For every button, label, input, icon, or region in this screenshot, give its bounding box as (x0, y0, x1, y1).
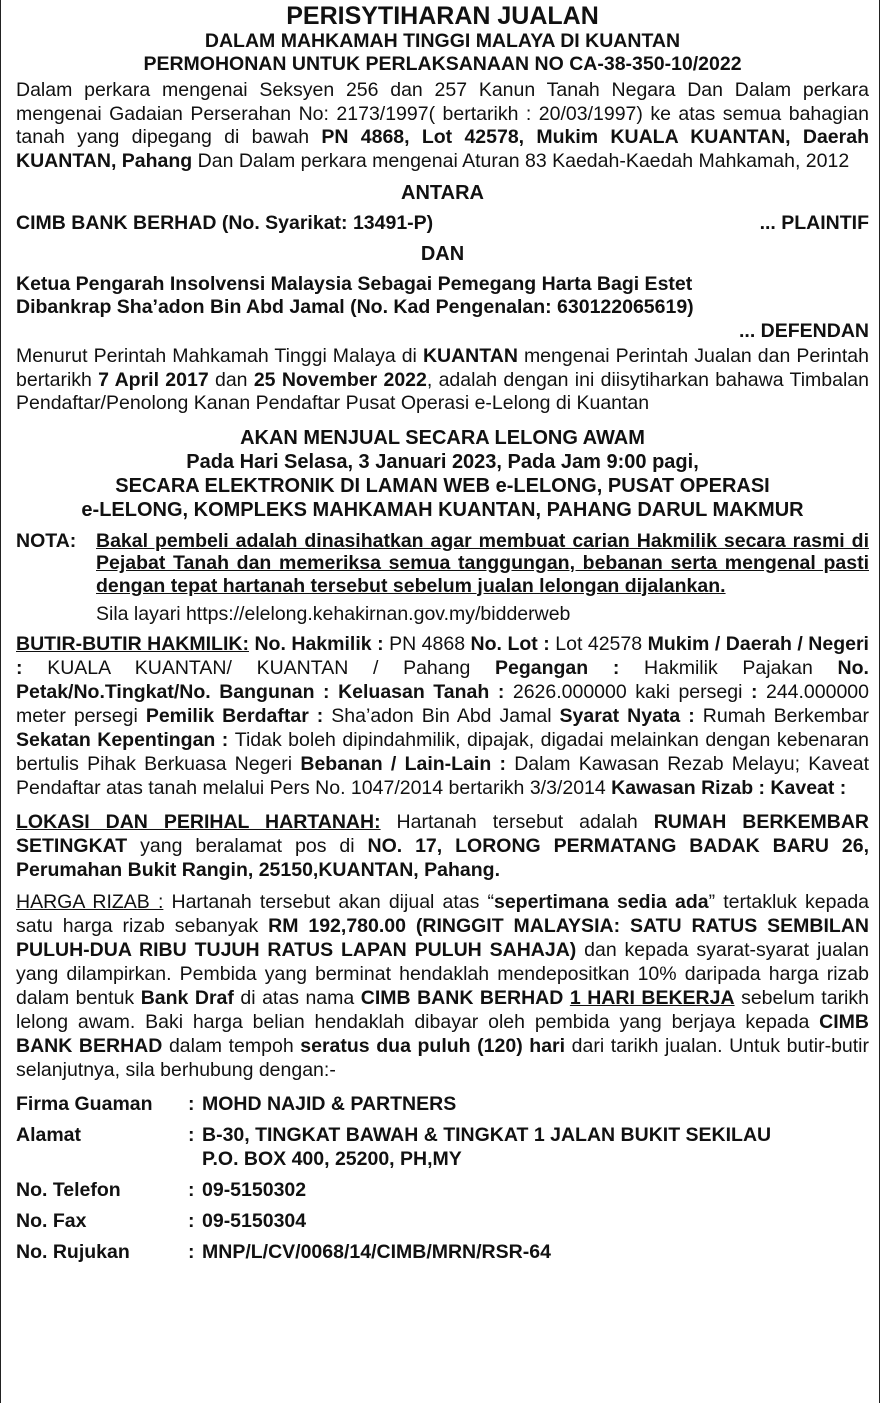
reference-row (16, 1240, 869, 1264)
firm-label: Firma Guaman (16, 1092, 153, 1115)
order-court: KUANTAN (422, 345, 518, 367)
reserve-price-paragraph (16, 890, 869, 1082)
defendant-name-2: Dibankrap Sha’adon Bin Abd Jamal (No. Kad Pengenalan: 630122065619) (16, 296, 694, 318)
address-colon: : (188, 1123, 195, 1146)
title-no-value: PN 4868 (389, 632, 471, 655)
reserve-text-3: dan kepada syarat-syarat jualan yang dilampirkan. Pembida yang berminat hendaklah mendepositkan 10% daripada harga rizab dalam bentuk (16, 938, 869, 1009)
bank-draft-term: Bank Draf (140, 986, 234, 1009)
order-text-2: mengenai Perintah Jualan dan Perintah bertarikh (16, 345, 869, 391)
lot-value: Lot 42578 (555, 632, 648, 655)
title-details-heading: BUTIR-BUTIR HAKMILIK: (16, 632, 249, 655)
one-working-day: 1 HARI BEKERJA (569, 986, 735, 1009)
mukim-label: Mukim / Daerah / Negeri : (16, 632, 869, 679)
bank-name-2: CIMB BANK BERHAD (16, 1010, 869, 1057)
address-line-2: P.O. BOX 400, 25200, PH,MY (202, 1147, 462, 1170)
order-text-3: dan (208, 368, 254, 391)
location-paragraph (16, 810, 869, 882)
auction-line-4: e-LELONG, KOMPLEKS MAHKAMAH KUANTAN, PAHANG DARUL MAKMUR (81, 498, 804, 521)
title-details-paragraph (16, 632, 869, 800)
area-colon: : (750, 680, 766, 703)
owner-value: Sha’adon Bin Abd Jamal (331, 704, 560, 727)
order-date-2: 25 November 2022 (253, 368, 427, 391)
reserve-text-8: dari tarikh jualan. Untuk butir-butir selanjutnya, sila berhubung dengan:- (16, 1034, 869, 1081)
encumbrance-label: Bebanan / Lain-Lain : (300, 752, 515, 775)
firm-colon: : (188, 1092, 195, 1115)
location-text-2: yang beralamat pos di (127, 834, 368, 857)
payment-period: seratus dua puluh (120) hari (300, 1034, 566, 1057)
phone-row (16, 1178, 869, 1202)
as-is-condition: sepertimana sedia ada (493, 890, 709, 913)
matter-text-1: Dalam perkara mengenai Seksyen 256 dan 257 Kanun Tanah Negara Dan Dalam perkara mengenai Gadaian Perserahan No: 2173/1997( bertarikh : 20/03/1997) ke atas semua bahagian tanah yang dipegang di bawah (16, 79, 869, 148)
fax-row (16, 1209, 869, 1233)
matter-paragraph (16, 79, 869, 173)
tenure-label: Pegangan : (495, 656, 645, 679)
matter-property: PN 4868, Lot 42578, Mukim KUALA KUANTAN, Daerah KUANTAN, Pahang (16, 126, 869, 172)
phone-value: 09-5150302 (202, 1178, 307, 1201)
reserve-price-heading: HARGA RIZAB : (16, 890, 164, 913)
firm-value: MOHD NAJID & PARTNERS (202, 1092, 457, 1115)
phone-colon: : (188, 1178, 195, 1201)
restriction-label: Sekatan Kepentingan : (16, 728, 235, 751)
address-row (16, 1123, 869, 1171)
reference-value: MNP/L/CV/0068/14/CIMB/MRN/RSR-64 (202, 1240, 551, 1263)
property-type: RUMAH BERKEMBAR SETINGKAT (16, 810, 869, 857)
nota-text: Bakal pembeli adalah dinasihatkan agar membuat carian Hakmilik secara rasmi di Pejabat Tanah dan memeriksa semua tanggungan, bebanan serta mengenal pasti dengan tepat hartanah tersebut sebelum jualan lelongan dijalankan. (96, 529, 869, 597)
auction-line-1: AKAN MENJUAL SECARA LELONG AWAM (240, 426, 645, 449)
reserve-text-2: ” tertakluk kepada satu harga rizab sebanyak (16, 890, 870, 937)
reserve-text-7: dalam tempoh (162, 1034, 301, 1057)
lot-label: No. Lot : (470, 632, 556, 655)
order-paragraph (16, 345, 869, 416)
mukim-value: KUALA KUANTAN/ KUANTAN / Pahang (47, 656, 495, 679)
bank-name-1: CIMB BANK BERHAD (360, 986, 564, 1009)
location-heading: LOKASI DAN PERIHAL HARTANAH: (16, 810, 381, 833)
defendant-name-1: Ketua Pengarah Insolvensi Malaysia Sebagai Pemegang Harta Bagi Estet (16, 273, 693, 295)
nota-body (96, 530, 869, 626)
order-text-4: , adalah dengan ini diisytiharkan bahawa Timbalan Pendaftar/Penolong Kanan Pendaftar Pusat Operasi e-Lelong di Kuantan (16, 368, 869, 414)
notice-title: PERISYTIHARAN JUALAN (286, 2, 599, 30)
fax-label: No. Fax (16, 1209, 87, 1232)
reserve-text-4: di atas nama (233, 986, 361, 1009)
reference-colon: : (188, 1240, 195, 1263)
between-heading: ANTARA (401, 182, 484, 204)
and-heading: DAN (420, 243, 465, 265)
contact-block (16, 1092, 869, 1264)
address-line-1: B-30, TINGKAT BAWAH & TINGKAT 1 JALAN BUKIT SEKILAU (202, 1123, 772, 1146)
plaintiff-role: ... PLAINTIF (759, 212, 869, 234)
nota-block (16, 530, 869, 626)
bidder-web-link[interactable]: Sila layari https://elelong.kehakirnan.gov.my/bidderweb (96, 603, 571, 625)
order-date-1: 7 April 2017 (98, 368, 209, 391)
order-text-1: Menurut Perintah Mahkamah Tinggi Malaya di (16, 345, 423, 367)
reserve-text-6: sebelum tarikh lelong awam. Baki harga belian hendaklah dibayar oleh pembida yang berjaya kepada (16, 986, 869, 1033)
phone-label: No. Telefon (16, 1178, 121, 1201)
reference-label: No. Rujukan (16, 1240, 130, 1263)
area-sqm-value: 244.000000 meter persegi (16, 680, 869, 727)
application-number: PERMOHONAN UNTUK PERLAKSANAAN NO CA-38-350-10/2022 (143, 53, 742, 75)
area-label: No. Petak/No.Tingkat/No. Bangunan : Keluasan Tanah : (16, 656, 869, 703)
address-value (202, 1123, 869, 1171)
location-text-1: Hartanah tersebut adalah (380, 810, 654, 833)
matter-text-2: Dan Dalam perkara mengenai Aturan 83 Kaedah-Kaedah Mahkamah, 2012 (192, 149, 850, 172)
property-address: NO. 17, LORONG PERMATANG BADAK BARU 26, Perumahan Bukit Rangin, 25150,KUANTAN, Pahang. (16, 834, 870, 881)
defendant-role: ... DEFENDAN (738, 320, 869, 342)
reserve-area-label: Kawasan Rizab : Kaveat : (611, 776, 847, 799)
area-sqft-value: 2626.000000 kaki persegi (512, 680, 751, 703)
fax-colon: : (188, 1209, 195, 1232)
nota-label: NOTA: (16, 529, 77, 552)
encumbrance-value: Dalam Kawasan Rezab Melayu; Kaveat Pendaftar atas tanah melalui Pers No. 1047/2014 bertarikh 3/3/2014 (16, 752, 869, 799)
reserve-price-amount: RM 192,780.00 (RINGGIT MALAYSIA: SATU RATUS SEMBILAN PULUH-DUA RIBU TUJUH RATUS LAPAN PULUH SAHAJA) (16, 914, 869, 961)
court-name: DALAM MAHKAMAH TINGGI MALAYA DI KUANTAN (204, 30, 681, 52)
title-no-label: No. Hakmilik : (248, 632, 390, 655)
auction-block (16, 426, 869, 522)
address-label: Alamat (16, 1123, 82, 1146)
plaintiff-line (16, 211, 869, 235)
express-condition-value: Rumah Berkembar (702, 704, 869, 727)
fax-value: 09-5150304 (202, 1209, 307, 1232)
auction-line-3: SECARA ELEKTRONIK DI LAMAN WEB e-LELONG, PUSAT OPERASI (115, 474, 770, 497)
firm-row (16, 1092, 869, 1116)
reserve-text-1: Hartanah tersebut akan dijual atas “ (163, 890, 494, 913)
tenure-value: Hakmilik Pajakan (644, 656, 838, 679)
restriction-value: Tidak boleh dipindahmilik, dipajak, digadai melainkan dengan kebenaran bertulis Pihak Berkuasa Negeri (16, 728, 870, 775)
plaintiff-name: CIMB BANK BERHAD (No. Syarikat: 13491-P) (16, 212, 434, 234)
express-condition-label: Syarat Nyata : (559, 704, 703, 727)
auction-line-2: Pada Hari Selasa, 3 Januari 2023, Pada Jam 9:00 pagi, (186, 450, 699, 473)
owner-label: Pemilik Berdaftar : (145, 704, 332, 727)
